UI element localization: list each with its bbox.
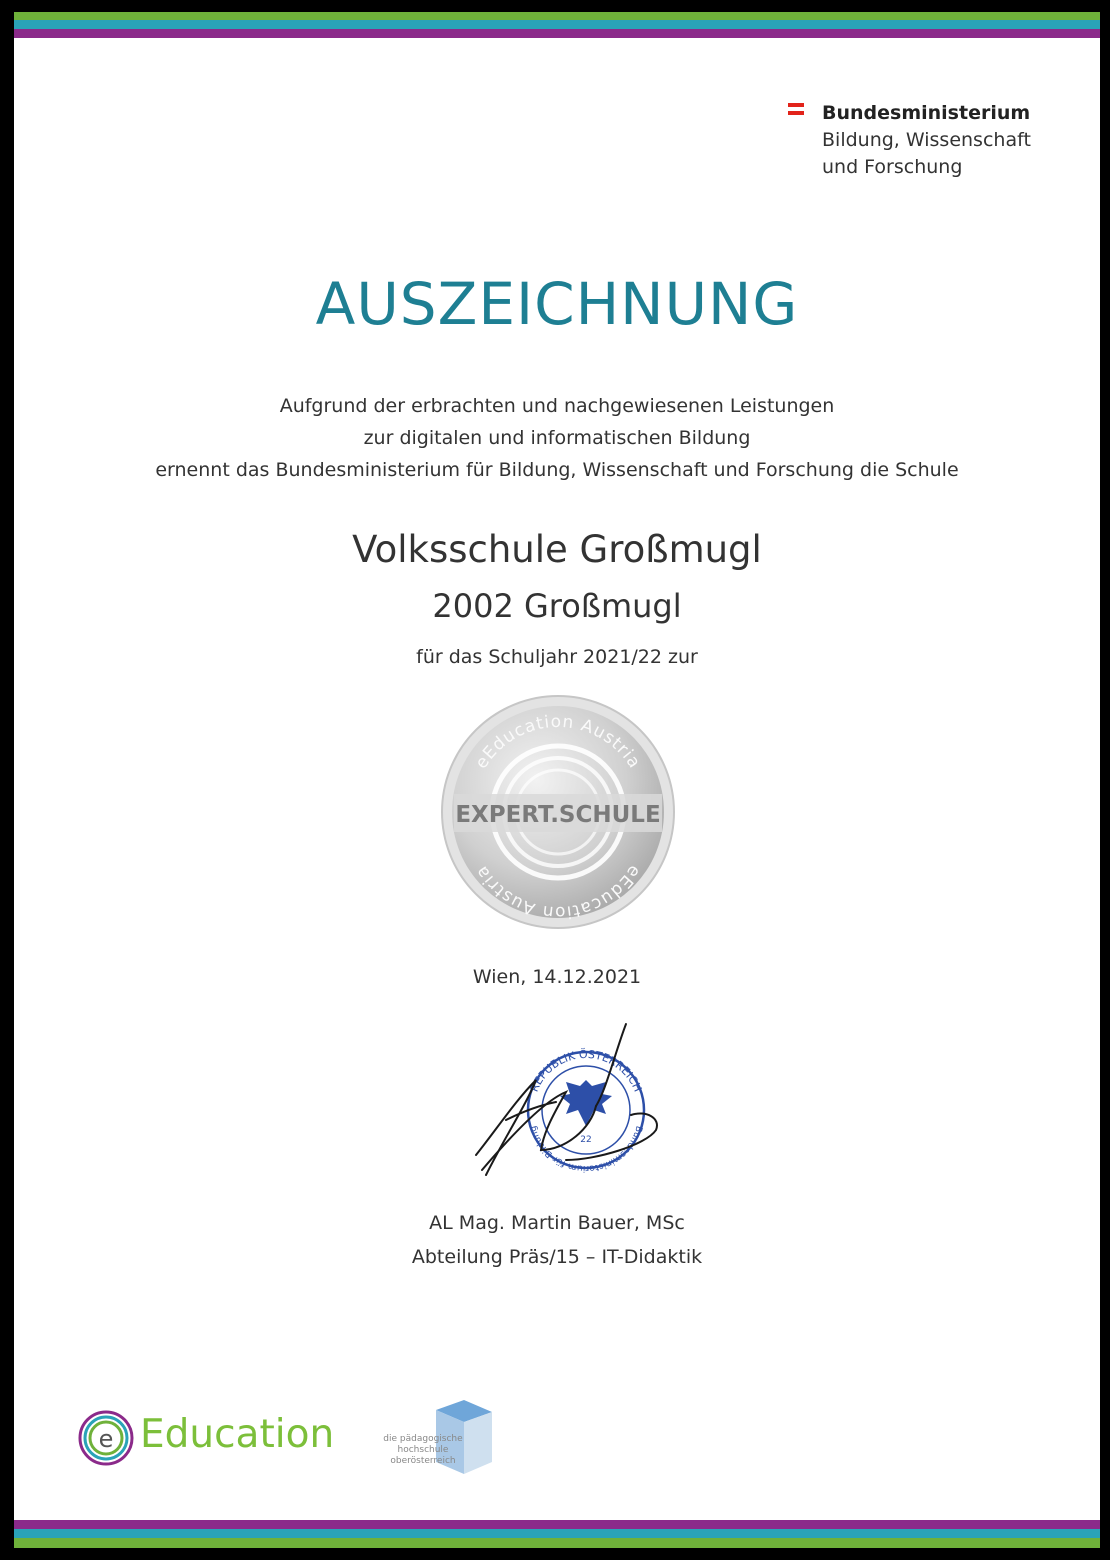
badge-ring-text-top: eEducation Austria: [471, 711, 645, 773]
intro-line-3: ernennt das Bundesministerium für Bildung, Wissenschaft und Forschung die Schule: [155, 459, 959, 481]
bottom-stripe-teal: [14, 1529, 1100, 1538]
ministry-line-1: Bundesministerium: [822, 102, 1031, 124]
ministry-line-2: Bildung, Wissenschaft: [822, 129, 1031, 151]
top-stripe-purple: [14, 29, 1100, 38]
top-stripe-green: [14, 12, 1100, 20]
intro-text: [14, 390, 1100, 486]
bottom-stripe-green: [14, 1538, 1100, 1548]
school-year: für das Schuljahr 2021/22 zur: [416, 646, 698, 668]
cube-side-icon: [464, 1412, 492, 1474]
signer-name: AL Mag. Martin Bauer, MSc: [429, 1212, 685, 1234]
top-stripe-teal: [14, 20, 1100, 29]
eeducation-e-icon: e: [98, 1425, 114, 1453]
certificate-title: AUSZEICHNUNG: [315, 270, 799, 338]
badge-label: EXPERT.SCHULE: [455, 802, 661, 828]
seal-number: 22: [580, 1135, 592, 1145]
ministry-line-3: und Forschung: [822, 156, 963, 178]
signer-department: Abteilung Präs/15 – IT-Didaktik: [411, 1246, 703, 1268]
eeducation-logo-text: Education: [140, 1412, 335, 1457]
ministry-logo: [822, 100, 1031, 181]
bottom-stripe-purple: [14, 1520, 1100, 1529]
austria-flag-icon: [788, 103, 804, 115]
ph-logo-text: die pädagogische hochschule oberösterreich: [383, 1434, 463, 1466]
seal-top-text: REPUBLIK ÖSTERREICH: [527, 1047, 645, 1094]
school-location: 2002 Großmugl: [432, 587, 682, 625]
signature-with-seal: [446, 1010, 686, 1190]
expert-schule-badge: [440, 694, 676, 930]
intro-line-1: Aufgrund der erbrachten und nachgewiesenen Leistungen: [279, 395, 835, 417]
ph-ooe-logo: [378, 1398, 498, 1478]
school-name: Volksschule Großmugl: [352, 528, 762, 571]
issue-date: Wien, 14.12.2021: [472, 966, 642, 988]
intro-line-2: zur digitalen und informatischen Bildung: [363, 427, 751, 449]
signer-block: [14, 1206, 1100, 1274]
certificate-page: [14, 12, 1100, 1548]
seal-bottom-text: Bundesministerium für Bildung: [528, 1124, 644, 1174]
badge-ring-text-bottom: eEducation Austria: [471, 861, 645, 923]
